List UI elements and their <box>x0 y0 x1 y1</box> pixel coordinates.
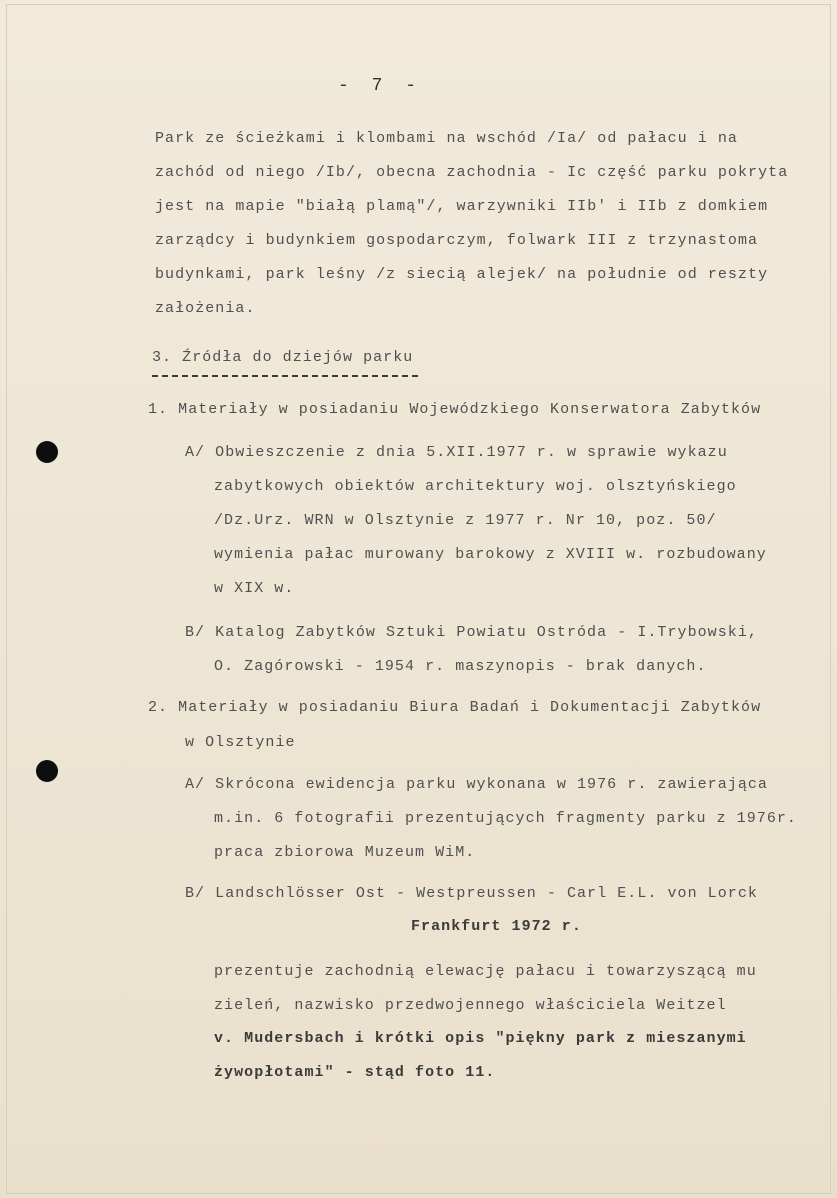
intro-line: zarządcy i budynkiem gospodarczym, folwark III z trzynastoma <box>155 232 759 249</box>
heading-underline <box>152 375 418 377</box>
intro-line: Park ze ścieżkami i klombami na wschód /Ia/ od pałacu i na <box>155 130 738 147</box>
punch-hole-top <box>36 441 58 463</box>
item2-a-line: A/ Skrócona ewidencja parku wykonana w 1976 r. zawierająca <box>185 776 768 793</box>
item1-heading: 1. Materiały w posiadaniu Wojewódzkiego Konserwatora Zabytków <box>148 401 762 418</box>
punch-hole-bottom <box>36 760 58 782</box>
item2-heading: w Olsztynie <box>185 734 296 751</box>
item2-a-line: m.in. 6 fotografii prezentujących fragmenty parku z 1976r. <box>214 810 797 827</box>
item2-heading: 2. Materiały w posiadaniu Biura Badań i Dokumentacji Zabytków <box>148 699 762 716</box>
item2-b-description: żywopłotami" - stąd foto 11. <box>214 1064 496 1081</box>
item2-b-line: B/ Landschlösser Ost - Westpreussen - Carl E.L. von Lorck <box>185 885 758 902</box>
item1-a-line: A/ Obwieszczenie z dnia 5.XII.1977 r. w sprawie wykazu <box>185 444 728 461</box>
page-border <box>6 4 831 1194</box>
item2-b-description: zieleń, nazwisko przedwojennego właściciela Weitzel <box>214 997 727 1014</box>
intro-line: budynkami, park leśny /z siecią alejek/ na południe od reszty <box>155 266 769 283</box>
item1-b-line: B/ Katalog Zabytków Sztuki Powiatu Ostróda - I.Trybowski, <box>185 624 758 641</box>
item1-a-line: w XIX w. <box>214 580 295 597</box>
intro-line: założenia. <box>155 300 256 317</box>
section-heading: 3. Źródła do dziejów parku <box>152 349 414 366</box>
item1-a-line: zabytkowych obiektów architektury woj. olsztyńskiego <box>214 478 737 495</box>
item2-b-description: v. Mudersbach i krótki opis "piękny park z mieszanymi <box>214 1030 747 1047</box>
item2-a-line: praca zbiorowa Muzeum WiM. <box>214 844 476 861</box>
item1-a-line: wymienia pałac murowany barokowy z XVIII w. rozbudowany <box>214 546 767 563</box>
item2-b-description: prezentuje zachodnią elewację pałacu i towarzyszącą mu <box>214 963 757 980</box>
intro-line: zachód od niego /Ib/, obecna zachodnia - Ic część parku pokryta <box>155 164 789 181</box>
item1-b-line: O. Zagórowski - 1954 r. maszynopis - brak danych. <box>214 658 707 675</box>
item1-a-line: /Dz.Urz. WRN w Olsztynie z 1977 r. Nr 10, poz. 50/ <box>214 512 717 529</box>
intro-line: jest na mapie "białą plamą"/, warzywniki IIb' i IIb z domkiem <box>155 198 769 215</box>
item2-b-line: Frankfurt 1972 r. <box>411 918 582 935</box>
page-number: - 7 - <box>338 76 423 96</box>
